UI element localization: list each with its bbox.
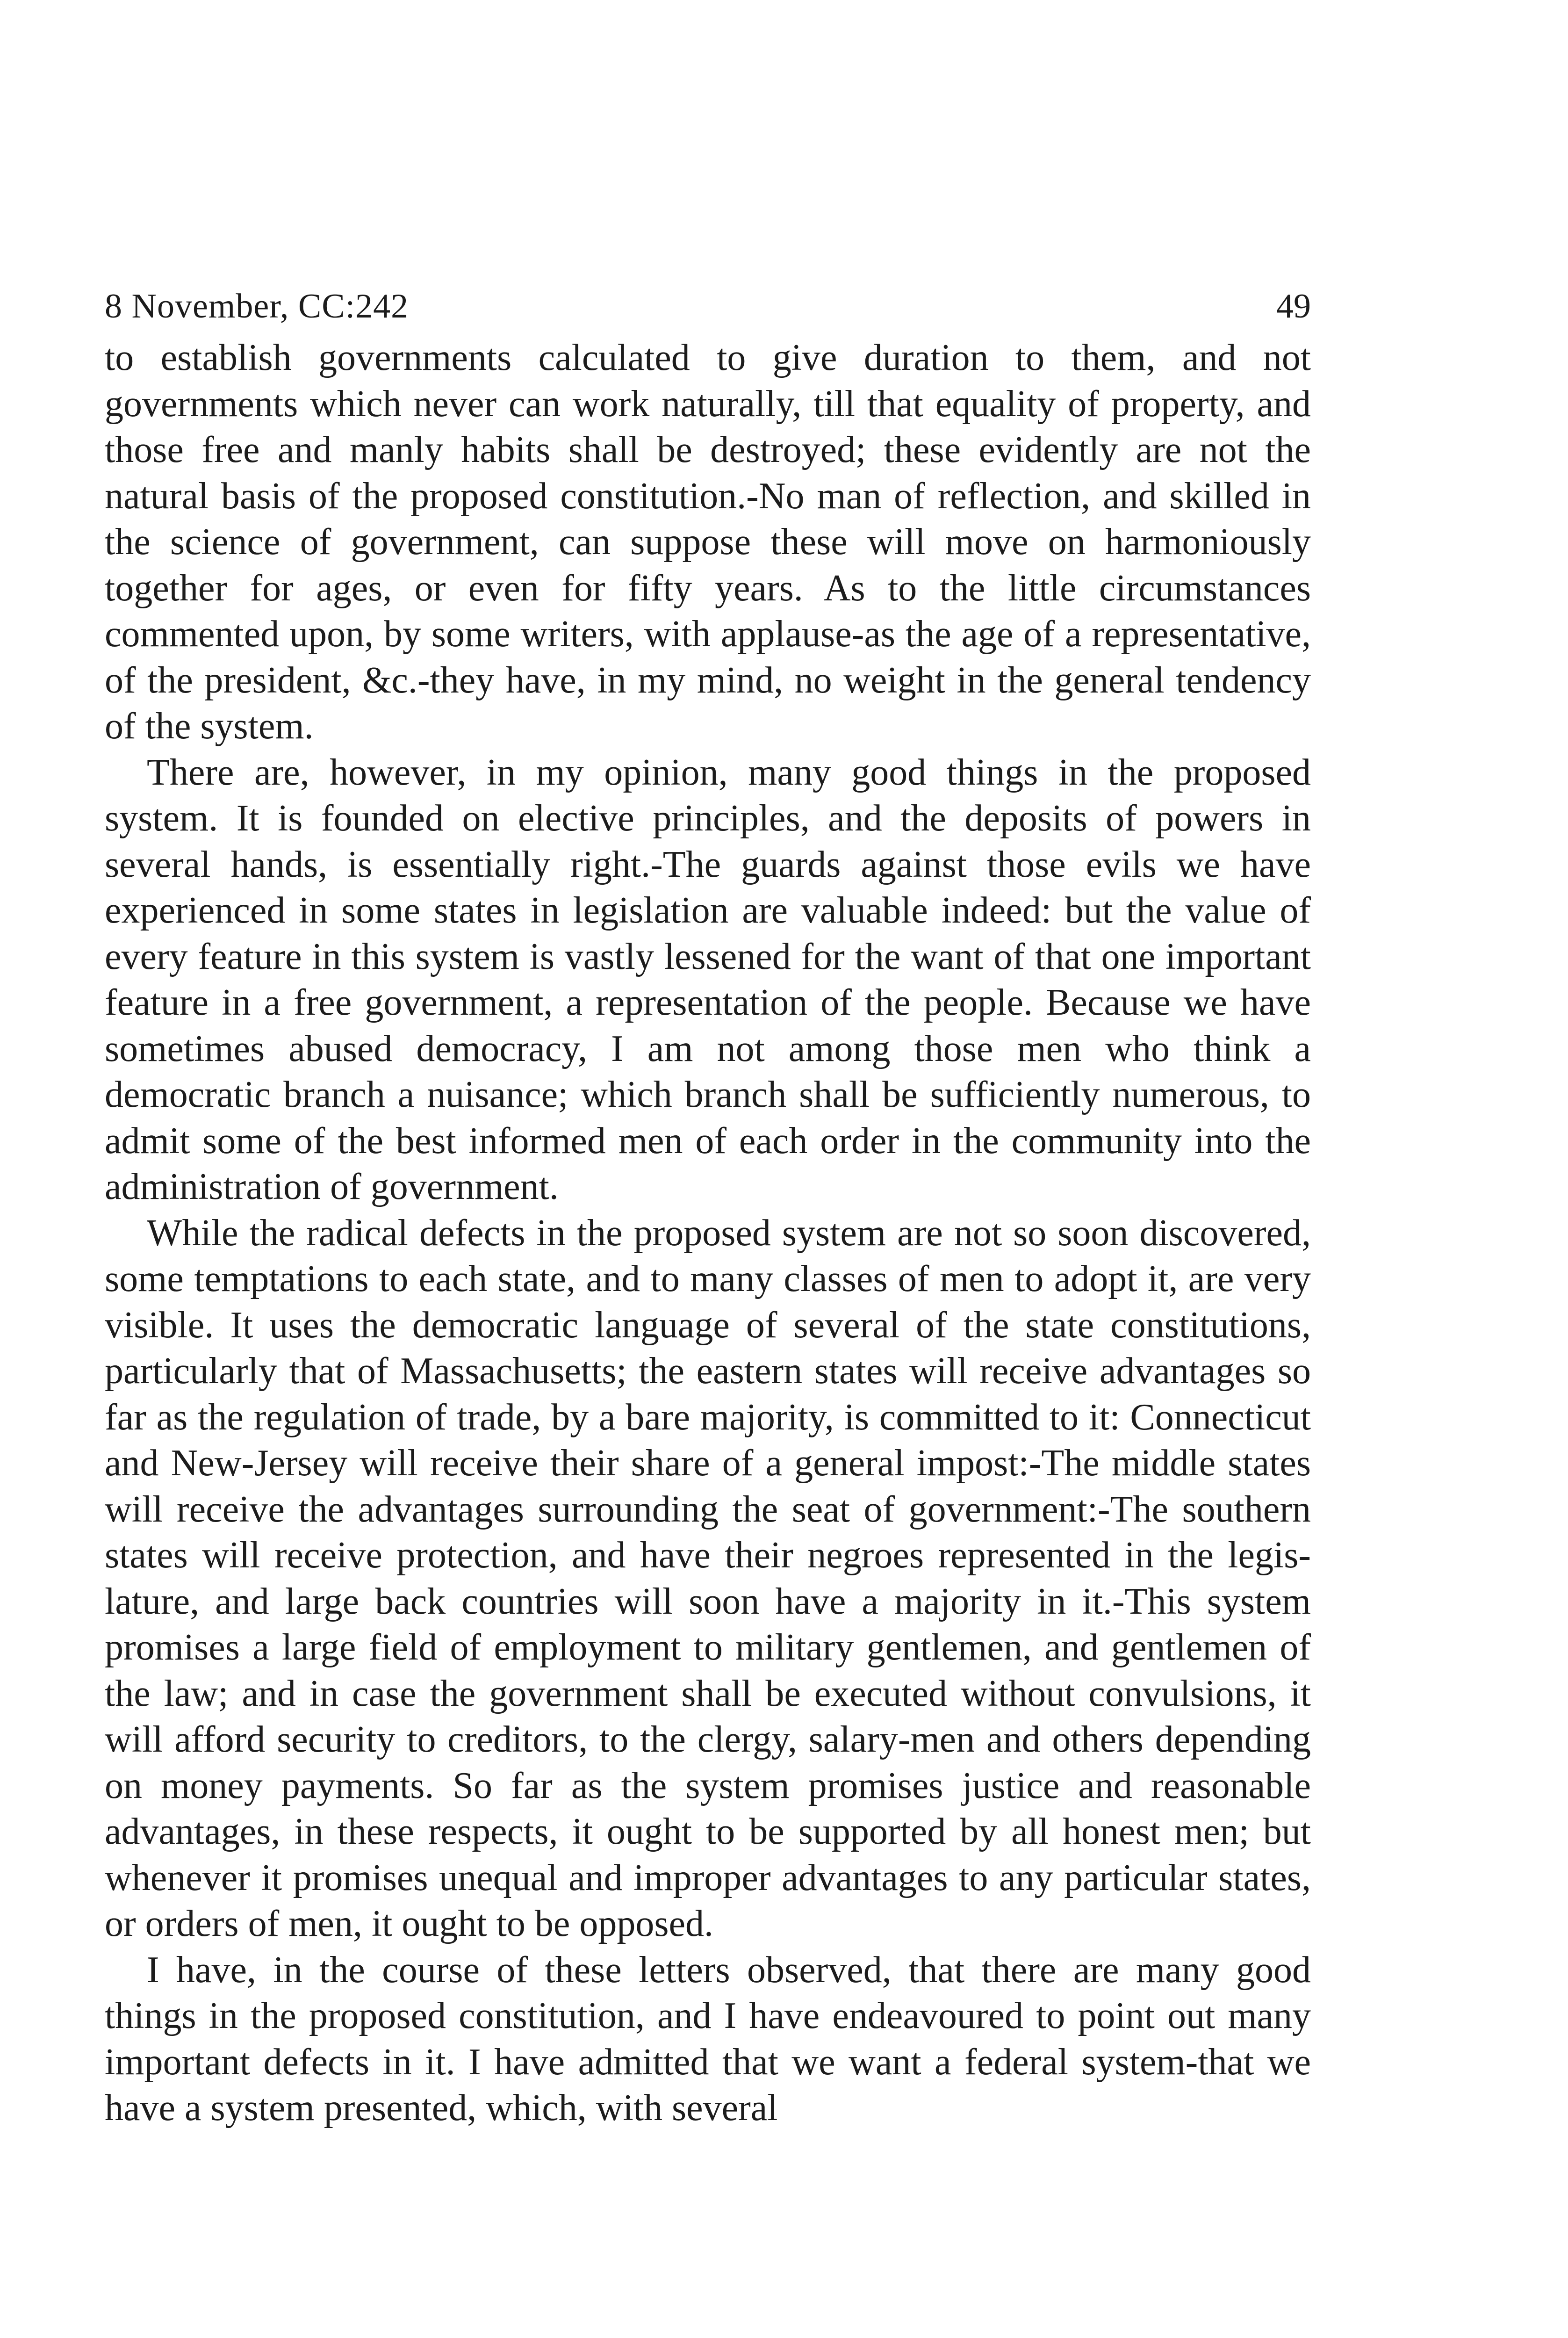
paragraph: While the radical defects in the proposed system are not so soon discovered, some temptations to each state, and to many classes of men to adopt it, are very visible. It uses the democratic language of several of the state constitutions, particularly that of Massachusetts; the eastern states will receive advantages so far as the regulation of trade, by a bare majority, is committed to it: Connecticut and New-Jersey will receive their share of a general impost:-The middle states will receive the advantages surrounding the seat of government:-The southern states will receive protection, and have their negroes represented in the legislature, and large back countries will soon have a majority in it.-This system promises a large field of employment to military gentlemen, and gentlemen of the law; and in case the government shall be executed without convulsions, it will afford security to creditors, to the clergy, salary-men and others depending on money payments. So far as the system promises justice and reasonable advantages, in these respects, it ought to be supported by all honest men; but whenever it promises unequal and improper advantages to any particular states, or orders of men, it ought to be opposed. <box>105 1212 1311 1944</box>
running-head-date-citation: 8 November, CC:242 <box>105 287 409 325</box>
paragraph: There are, however, in my opinion, many good things in the proposed system. It is founded on elective principles, and the deposits of powers in several hands, is essentially right.-The guards against those evils we have experienced in some states in legislation are valuable indeed: but the value of every feature in this system is vastly lessened for the want of that one important feature in a free government, a representation of the people. Because we have sometimes abused democracy, I am not among those men who think a democratic branch a nuisance; which branch shall be sufficiently numerous, to admit some of the best informed men of each order in the community into the administration of government. <box>105 751 1311 1207</box>
paragraph: I have, in the course of these letters observed, that there are many good things in the proposed constitution, and I have endeavoured to point out many important defects in it. I have admitted that we want a federal system-that we have a system presented, which, with several <box>105 1949 1311 2129</box>
document-page <box>105 281 1311 2131</box>
body-text <box>105 335 1311 2131</box>
page-number: 49 <box>1276 287 1311 325</box>
paragraph-continuation: to establish governments calculated to give duration to them, and not governments which never can work naturally, till that equality of property, and those free and manly habits shall be destroyed; these evidently are not the natural basis of the proposed constitution.-No man of reflection, and skilled in the science of government, can suppose these will move on harmoniously together for ages, or even for fifty years. As to the little circumstances commented upon, by some writers, with applause-as the age of a representative, of the president, &c.-they have, in my mind, no weight in the general tendency of the system. <box>105 337 1311 747</box>
running-head <box>105 281 1311 332</box>
